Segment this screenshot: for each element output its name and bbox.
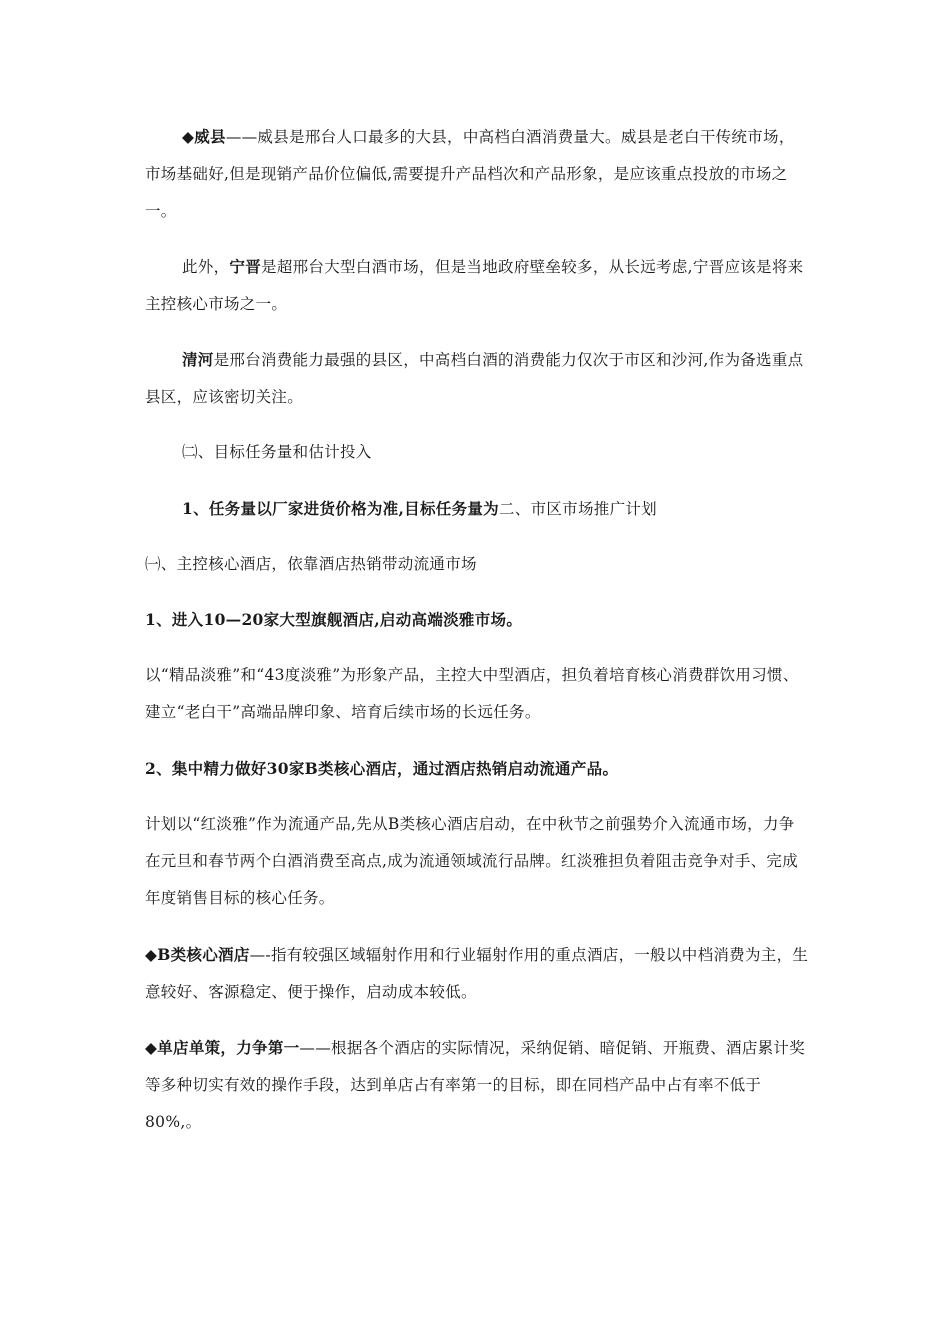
paragraph-btype [145,936,810,1011]
paragraph-task [145,490,810,528]
item-1-body [145,657,810,731]
heading-text: ㈡、目标任务量和估计投入 [182,443,372,461]
paragraph-text: 是超邢台大型白酒市场，但是当地政府壁垒较多，从长远考虑,宁晋应该是将来主控核心市场之一。 [145,258,804,313]
item-2-heading [145,750,810,787]
keyword-ningjin: 宁晋 [229,257,262,276]
heading-text: ㈠、主控核心酒店，依靠酒店热销带动流通市场 [145,555,477,573]
heading-text: 2、集中精力做好30家B类核心酒店，通过酒店热销启动流通产品。 [145,759,619,778]
keyword-btype: ◆B类核心酒店 [145,945,250,964]
paragraph-dandian [145,1029,810,1141]
task-text: 二、市区市场推广计划 [498,500,657,518]
section-heading-2 [145,434,810,471]
paragraph-qinghe [145,341,810,416]
keyword-qinghe: 清河 [182,350,214,369]
keyword-dandian: ◆单店单策，力争第一 [145,1038,300,1057]
keyword-weixian: ◆威县 [182,127,226,146]
item-2-body [145,806,810,917]
paragraph-ningjin [145,248,810,323]
section-heading-1 [145,546,810,583]
paragraph-text: —-指有较强区域辐射作用和行业辐射作用的重点酒店，一般以中档消费为主，生意较好、客源稳定、便于操作，启动成本较低。 [145,946,809,1001]
paragraph-prefix: 此外， [182,258,230,276]
paragraph-text: 以“精品淡雅”和“43度淡雅”为形象产品，主控大中型酒店，担负着培育核心消费群饮用习惯、建立“老白干”高端品牌印象、培育后续市场的长远任务。 [145,666,799,721]
paragraph-text: 是邢台消费能力最强的县区，中高档白酒的消费能力仅次于市区和沙河,作为备选重点县区，应该密切关注。 [145,351,804,406]
item-1-heading [145,601,810,638]
task-bold-text: 1、任务量以厂家进货价格为准,目标任务量为 [182,499,499,518]
paragraph-text: ——威县是邢台人口最多的大县，中高档白酒消费量大。威县是老白干传统市场，市场基础好,但是现销产品价位偏低,需要提升产品档次和产品形象，是应该重点投放的市场之一。 [145,128,795,220]
paragraph-weixian [145,118,810,230]
paragraph-text: ——根据各个酒店的实际情况，采纳促销、暗促销、开瓶费、酒店累计奖等多种切实有效的操作手段，达到单店占有率第一的目标，即在同档产品中占有率不低于80%,。 [145,1039,806,1131]
heading-text: 1、进入10—20家大型旗舰酒店,启动高端淡雅市场。 [145,610,523,629]
paragraph-text: 计划以“红淡雅”作为流通产品,先从B类核心酒店启动，在中秋节之前强势介入流通市场，力争在元旦和春节两个白酒消费至高点,成为流通领域流行品牌。红淡雅担负着阻击竞争对手、完成年度销售目标的核心任务。 [145,815,799,907]
